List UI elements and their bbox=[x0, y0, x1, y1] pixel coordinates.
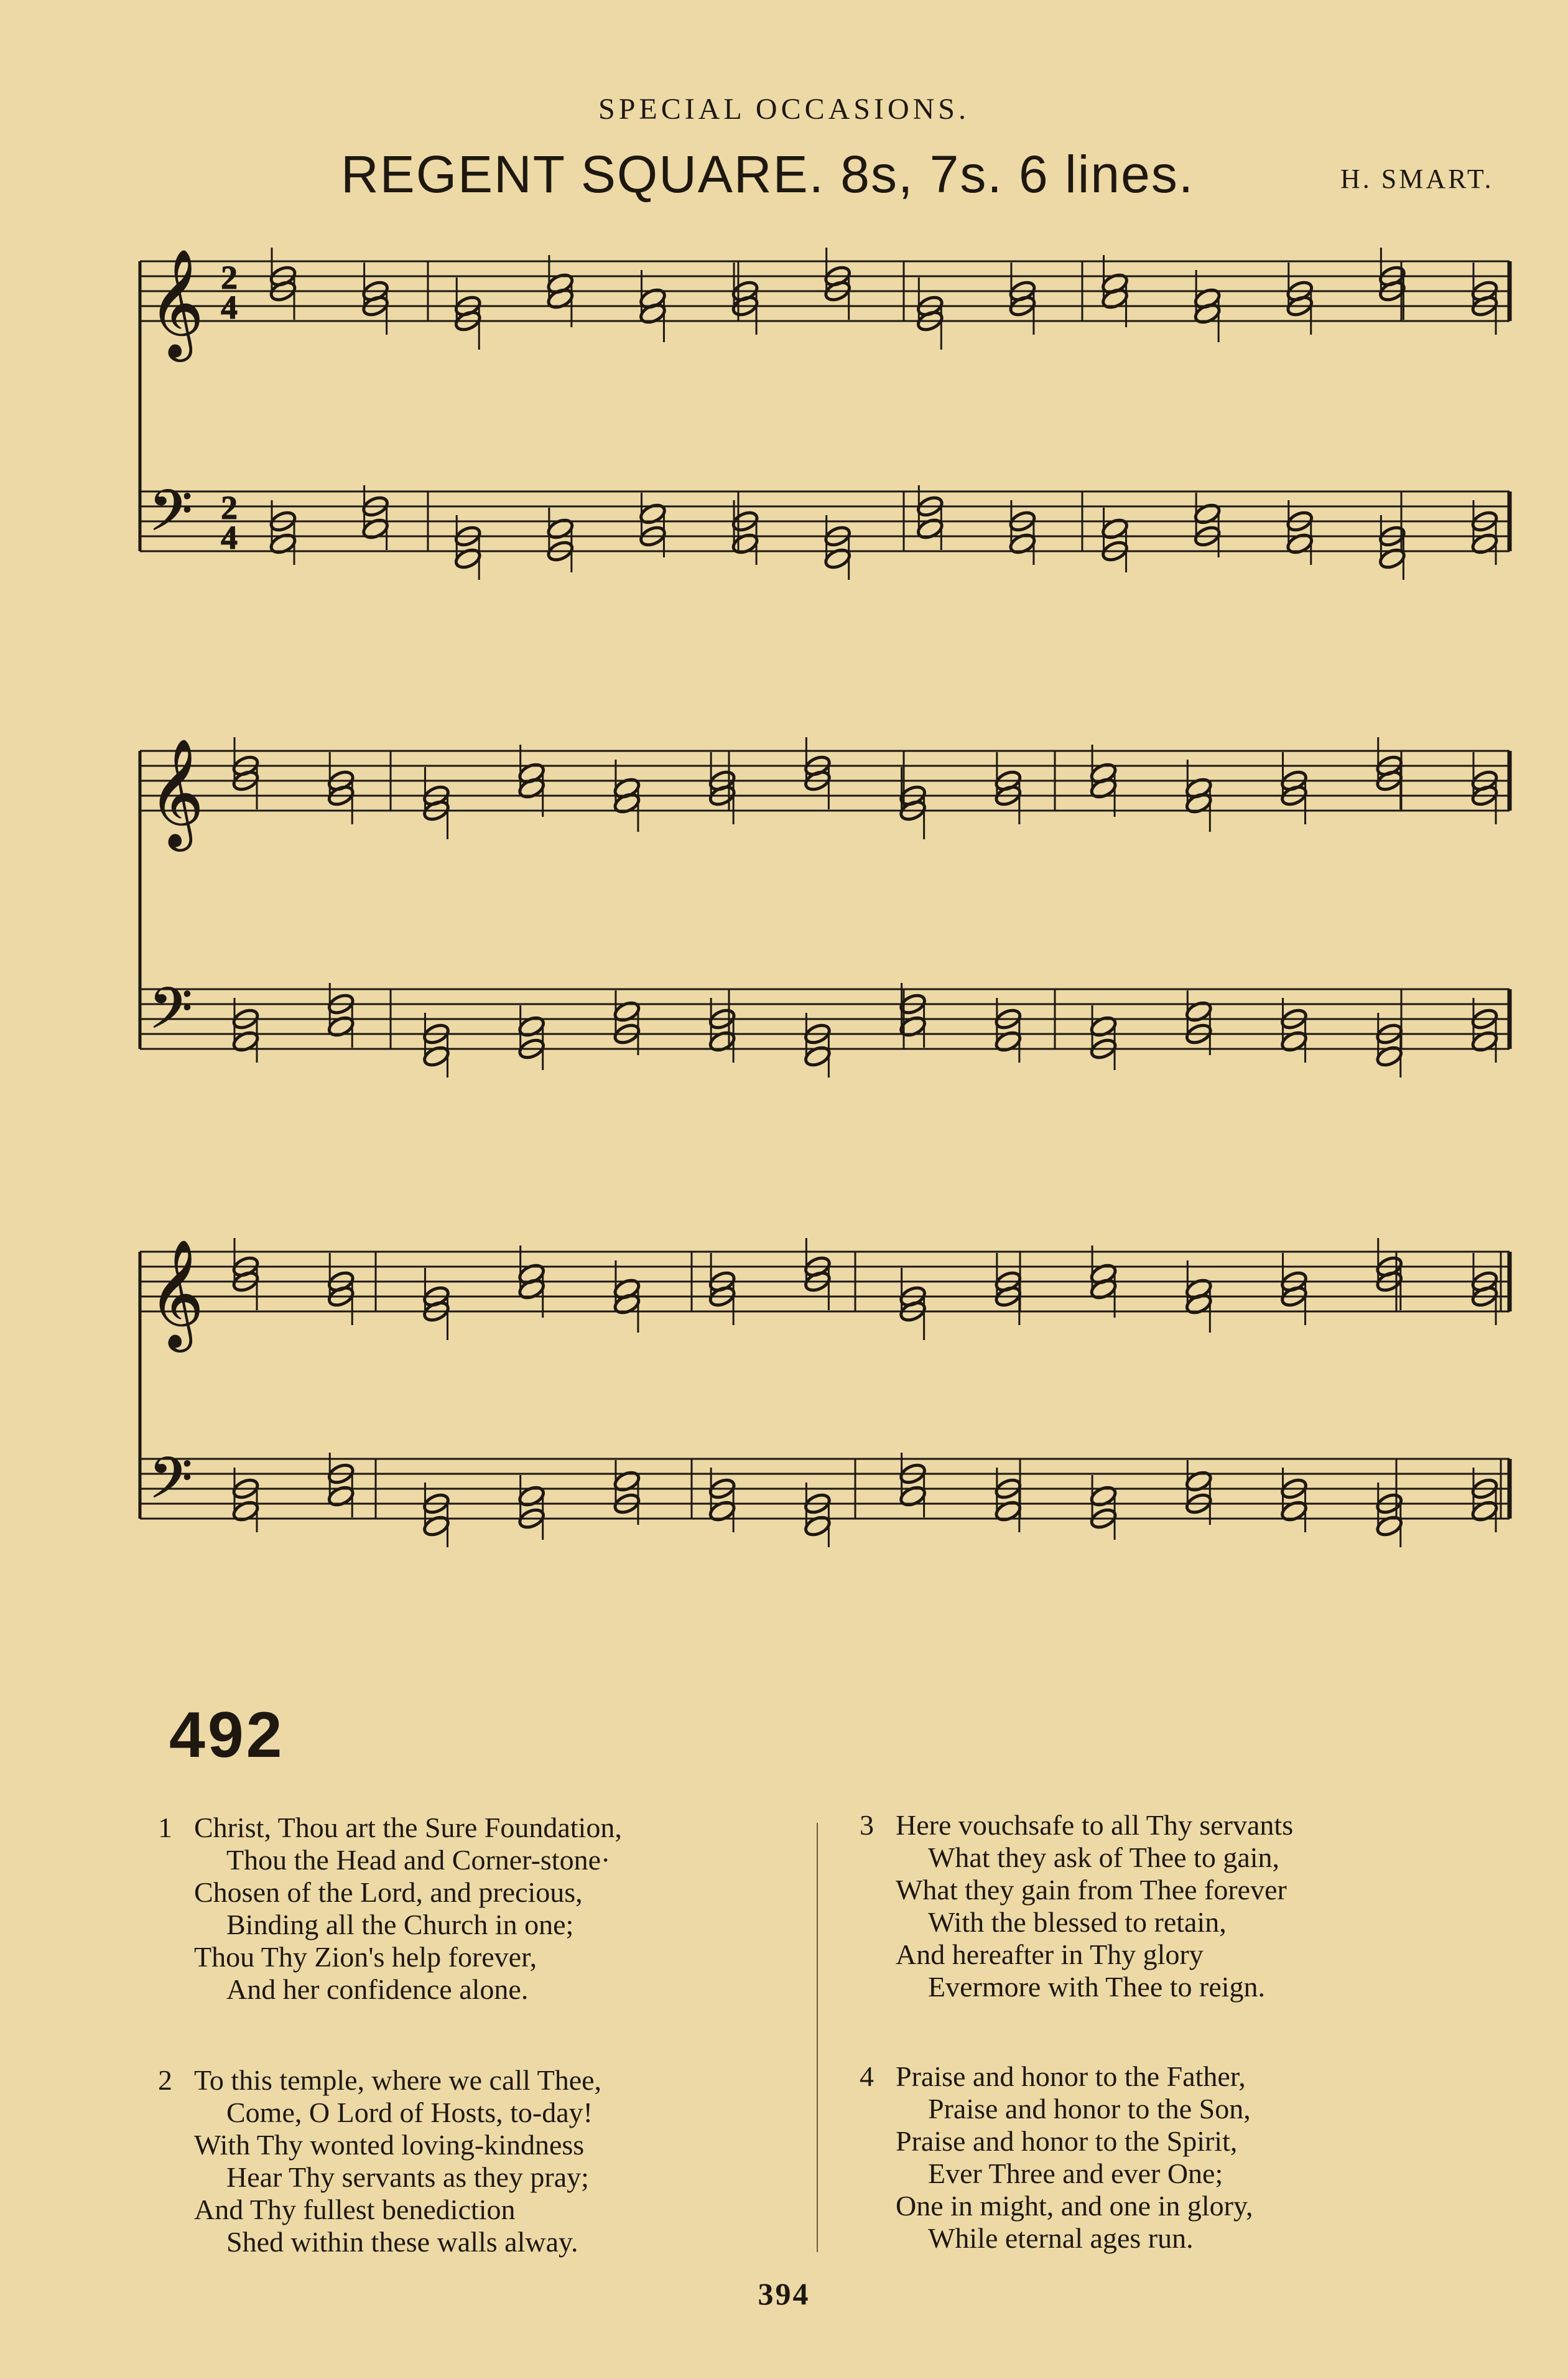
time-signature-denominator: 4 bbox=[221, 289, 238, 326]
note-head bbox=[1286, 532, 1314, 556]
stanza-line: Christ, Thou art the Sure Foundation, bbox=[194, 1812, 622, 1843]
composer-credit: H. SMART. bbox=[1340, 164, 1494, 194]
treble-clef-icon: 𝄞 bbox=[149, 1239, 204, 1348]
music-system bbox=[140, 248, 1510, 580]
time-signature-numerator: 2 bbox=[221, 259, 238, 296]
note-head bbox=[517, 1015, 545, 1039]
stanza-line: Chosen of the Lord, and precious, bbox=[194, 1876, 583, 1908]
note-head bbox=[422, 1045, 450, 1069]
bass-clef-icon: 𝄢 bbox=[149, 975, 193, 1055]
stanza-1 bbox=[158, 1812, 622, 2006]
stanza-number: 1 bbox=[158, 1812, 172, 1843]
time-signature-numerator: 2 bbox=[221, 489, 238, 526]
stanza-number: 2 bbox=[158, 2064, 172, 2096]
stanza-line: Praise and honor to the Father, bbox=[896, 2060, 1246, 2092]
stanza-number: 3 bbox=[860, 1809, 874, 1841]
bass-clef-icon: 𝄢 bbox=[149, 478, 193, 557]
stanza-line: What they gain from Thee forever bbox=[896, 1874, 1287, 1906]
stanza-2 bbox=[158, 2064, 602, 2258]
note-head bbox=[1089, 1484, 1118, 1509]
stanza-number: 4 bbox=[860, 2060, 874, 2092]
stanza-4 bbox=[860, 2060, 1253, 2255]
note-head bbox=[1193, 502, 1222, 526]
treble-clef-icon: 𝄞 bbox=[149, 249, 204, 357]
note-head bbox=[1008, 532, 1037, 556]
note-head bbox=[994, 1499, 1023, 1524]
note-head bbox=[1100, 517, 1129, 541]
note-head bbox=[422, 1514, 450, 1539]
stanza-line: Ever Three and ever One; bbox=[928, 2158, 1223, 2189]
stanza-line: Shed within these walls alway. bbox=[226, 2226, 578, 2258]
note-head bbox=[803, 1045, 832, 1069]
stanza-line: Hear Thy servants as they pray; bbox=[226, 2161, 589, 2193]
note-head bbox=[994, 1030, 1023, 1054]
note-head bbox=[269, 532, 297, 556]
note-head bbox=[823, 547, 851, 571]
note-head bbox=[1279, 1499, 1308, 1524]
stanza-line: Evermore with Thee to reign. bbox=[928, 1971, 1266, 2003]
stanza-line: And hereafter in Thy glory bbox=[896, 1939, 1204, 1970]
stanza-line: With the blessed to retain, bbox=[928, 1906, 1227, 1938]
stanza-line: Binding all the Church in one; bbox=[226, 1909, 574, 1940]
note-head bbox=[708, 1030, 736, 1054]
note-head bbox=[898, 1484, 927, 1509]
note-head bbox=[638, 502, 667, 526]
stanza-line: Thou the Head and Corner-stone· bbox=[226, 1844, 611, 1876]
note-head bbox=[327, 1484, 355, 1509]
stanza-line: Come, O Lord of Hosts, to-day! bbox=[226, 2097, 593, 2128]
note-head bbox=[231, 1499, 260, 1524]
bass-clef-icon: 𝄢 bbox=[149, 1445, 193, 1525]
note-head bbox=[1184, 1469, 1213, 1494]
stanza-line: And her confidence alone. bbox=[226, 1973, 529, 2005]
column-divider bbox=[817, 1823, 818, 2252]
stanza-line: Praise and honor to the Son, bbox=[928, 2093, 1251, 2125]
stanza-line: To this temple, where we call Thee, bbox=[194, 2064, 602, 2096]
stanza-line: And Thy fullest benediction bbox=[194, 2194, 516, 2225]
note-head bbox=[1089, 1015, 1118, 1039]
treble-clef-icon: 𝄞 bbox=[149, 738, 204, 847]
note-head bbox=[361, 517, 389, 541]
hymn-number: 492 bbox=[169, 1699, 285, 1771]
stanza-line: With Thy wonted loving-kindness bbox=[194, 2129, 585, 2161]
music-system bbox=[140, 1238, 1510, 1547]
music-system bbox=[140, 737, 1510, 1078]
time-signature-denominator: 4 bbox=[221, 519, 238, 556]
note-head bbox=[898, 1015, 927, 1039]
note-head bbox=[1184, 1000, 1213, 1024]
note-head bbox=[613, 1469, 641, 1494]
stanza-3 bbox=[860, 1809, 1294, 2003]
note-head bbox=[1375, 1514, 1404, 1539]
note-head bbox=[453, 547, 482, 571]
note-head bbox=[1279, 1030, 1308, 1054]
page-number: 394 bbox=[758, 2276, 810, 2311]
note-head bbox=[916, 517, 944, 541]
stanza-line: One in might, and one in glory, bbox=[896, 2190, 1253, 2222]
note-head bbox=[517, 1484, 545, 1509]
stanza-line: Thou Thy Zion's help forever, bbox=[194, 1941, 537, 1973]
stanza-line: Praise and honor to the Spirit, bbox=[896, 2125, 1238, 2157]
stanza-line: Here vouchsafe to all Thy servants bbox=[896, 1809, 1294, 1841]
stanza-line: What they ask of Thee to gain, bbox=[928, 1841, 1280, 1873]
note-head bbox=[708, 1499, 736, 1524]
note-head bbox=[1375, 1045, 1404, 1069]
note-head bbox=[1378, 547, 1406, 571]
note-head bbox=[1470, 1030, 1499, 1054]
note-head bbox=[613, 1000, 641, 1024]
note-head bbox=[731, 532, 759, 556]
note-head bbox=[546, 517, 575, 541]
note-head bbox=[231, 1030, 260, 1054]
section-heading: SPECIAL OCCASIONS. bbox=[598, 93, 970, 126]
stanza-line: While eternal ages run. bbox=[928, 2222, 1194, 2254]
note-head bbox=[1470, 1499, 1499, 1524]
note-head bbox=[327, 1015, 355, 1039]
tune-title: REGENT SQUARE. 8s, 7s. 6 lines. bbox=[341, 145, 1195, 203]
note-head bbox=[803, 1514, 832, 1539]
note-head bbox=[1470, 532, 1499, 556]
